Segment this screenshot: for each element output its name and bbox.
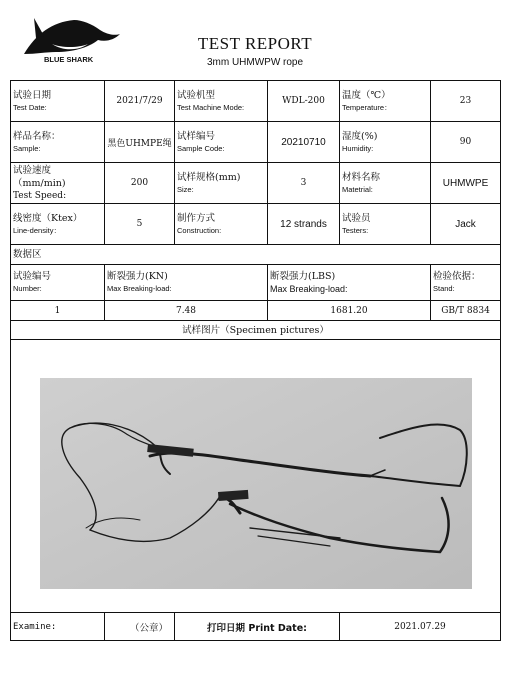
seal-label: （公章）	[105, 613, 175, 641]
temperature-label: 温度（℃） Temperature：	[340, 81, 431, 122]
info-row	[11, 204, 501, 245]
row-lbs: 1681.20	[268, 301, 431, 321]
data-header-row	[11, 265, 501, 301]
humidity-label: 湿度(%) Humidity:	[340, 122, 431, 163]
sample-code-value: 20210710	[268, 122, 340, 163]
testers-value: Jack	[431, 204, 501, 245]
report-table	[10, 80, 501, 641]
info-row	[11, 81, 501, 122]
data-section-label: 数据区	[11, 245, 501, 265]
material-label: 材料名称 Matetrial:	[340, 163, 431, 204]
size-label: 试样规格(mm) Size:	[175, 163, 268, 204]
report-title: TEST REPORT	[197, 34, 313, 53]
temperature-value: 23	[431, 81, 501, 122]
density-value: 5	[105, 204, 175, 245]
specimen-label: 试样图片（Specimen pictures）	[11, 321, 501, 340]
sample-value: 黑色UHMPE绳	[105, 122, 175, 163]
row-standard: GB/T 8834	[431, 301, 501, 321]
table-row	[11, 301, 501, 321]
construction-value: 12 strands	[268, 204, 340, 245]
logo-text: BLUE SHARK	[44, 55, 94, 64]
report-subtitle: 3mm UHMWPW rope	[206, 57, 304, 68]
specimen-photo	[40, 378, 472, 589]
col-kn-header: 断裂强力(KN) Max Breaking-load:	[105, 265, 268, 301]
info-row	[11, 163, 501, 204]
print-date-value: 2021.07.29	[340, 613, 501, 641]
speed-value: 200	[105, 163, 175, 204]
humidity-value: 90	[431, 122, 501, 163]
material-value: UHMWPE	[431, 163, 501, 204]
footer-row	[11, 613, 501, 641]
info-row	[11, 122, 501, 163]
col-standard-header: 检验依据： Stand:	[431, 265, 501, 301]
row-kn: 7.48	[105, 301, 268, 321]
construction-label: 制作方式 Construction:	[175, 204, 268, 245]
machine-label: 试验机型 Test Machine Mode:	[175, 81, 268, 122]
speed-label: 试验速度（mm/min) Test Speed:	[11, 163, 105, 204]
examine-label: Examine:	[11, 613, 105, 641]
machine-value: WDL-200	[268, 81, 340, 122]
sample-label: 样品名称： Sample:	[11, 122, 105, 163]
density-label: 线密度（Ktex） Line-density：	[11, 204, 105, 245]
testers-label: 试验员 Testers:	[340, 204, 431, 245]
test-date-value: 2021/7/29	[105, 81, 175, 122]
specimen-photo-cell	[11, 340, 501, 613]
test-date-label: 试验日期 Test Date:	[11, 81, 105, 122]
row-number: 1	[11, 301, 105, 321]
col-number-header: 试验编号 Number:	[11, 265, 105, 301]
size-value: 3	[268, 163, 340, 204]
col-lbs-header: 断裂强力(LBS) Max Breaking-load:	[268, 265, 431, 301]
sample-code-label: 试样编号 Sample Code:	[175, 122, 268, 163]
print-date-label: 打印日期 Print Date:	[175, 613, 340, 641]
